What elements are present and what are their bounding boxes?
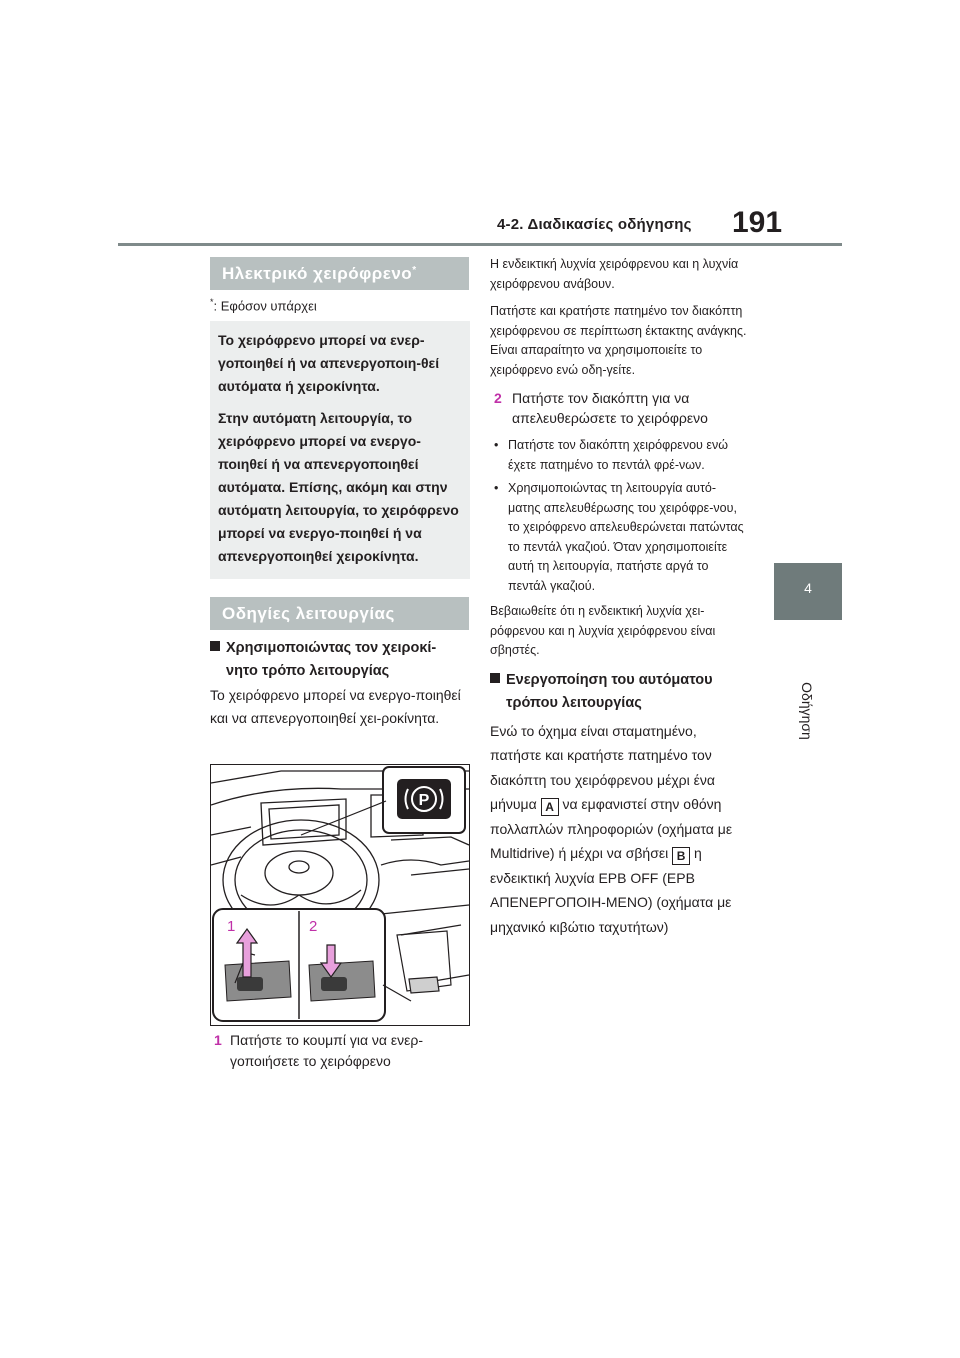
- subheading-text: νητο τρόπο λειτουργίας: [226, 663, 390, 679]
- step-label-1: 1: [227, 918, 236, 935]
- paragraph: Πατήστε και κρατήστε πατημένο τον διακόπτη χειρόφρενου σε περίπτωση έκτακτης ανάγκης. Είναι απαραίτητο να χρησιμοποιείτε το χειρόφρενο ενώ οδη-γείτε.: [490, 304, 747, 377]
- intro-paragraph: Στην αυτόματη λειτουργία, το χειρόφρενο μπορεί να ενεργο-ποιηθεί ή να απενεργοποιηθεί αυτόματα. Επίσης, ακόμη και στην αυτόματη λειτουργία, το χειρόφρενο μπορεί να ενεργο-ποιηθεί ή να απενεργοποιηθεί χειροκίνητα.: [218, 410, 459, 564]
- square-bullet-icon: [210, 641, 220, 651]
- chapter-label: [782, 666, 832, 756]
- parking-brake-illustration: [210, 764, 470, 1026]
- manual-mode-paragraph: Το χειρόφρενο μπορεί να ενεργο-ποιηθεί και να απενεργοποιηθεί χει-ροκίνητα.: [210, 687, 461, 726]
- intro-paragraph: Το χειρόφρενο μπορεί να ενερ-γοποιηθεί ή να απενεργοποιη-θεί αυτόματα ή χειροκίνητα.: [218, 332, 440, 394]
- dashboard-drawing: [211, 765, 469, 1025]
- switch-operation-inset: [213, 909, 411, 1021]
- footnote-text: : Εφόσον υπάρχει: [213, 298, 317, 314]
- step-text: Πατήστε το κουμπί για να ενερ-γοποιήσετε το χειρόφρενο: [230, 1032, 424, 1069]
- p-symbol-label: P: [418, 792, 430, 809]
- subheading-manual-mode: [210, 637, 472, 683]
- subheading-auto-mode: [490, 669, 748, 715]
- subheading-text: Ενεργοποίηση του αυτόματου: [506, 671, 713, 688]
- paragraph: Η ενδεικτική λυχνία χειρόφρενου και η λυχνία χειρόφρενου ανάβουν.: [490, 257, 739, 291]
- label-box-a: A: [541, 798, 559, 816]
- chapter-label-text: Οδήγηση: [799, 682, 815, 740]
- step-2: [490, 388, 748, 428]
- subheading-text: τρόπου λειτουργίας: [506, 694, 642, 711]
- auto-text: η ενδεικτική λυχνία EPB OFF (EPB ΑΠΕΝΕΡΓΟΠΟΙΗ-ΜΕΝΟ) (οχήματα με μηχανικό κιβώτιο ταχυτήτων): [490, 845, 732, 935]
- header-divider: [118, 243, 842, 246]
- bullet-item: • Χρησιμοποιώντας τη λειτουργία αυτό-ματης απελευθέρωσης του χειρόφρε-νου, το χειρόφρενο απελευθερώνεται πατώντας το πεντάλ γκαζιού. Όταν χρησιμοποιείτε αυτή τη λειτουργία, πατήστε αργά το πεντάλ γκαζιού.: [490, 479, 748, 596]
- label-box-b: B: [672, 847, 690, 865]
- step-number: 2: [494, 390, 502, 406]
- page-number: 191: [732, 206, 783, 239]
- footnote-mark: *: [412, 265, 417, 276]
- paragraph: Βεβαιωθείτε ότι η ενδεικτική λυχνία χει-ρόφρενου και η λυχνία χειρόφρενου είναι σβηστές.: [490, 604, 716, 657]
- parking-brake-switch-callout: [301, 767, 465, 835]
- section-banner-operating-instructions: Οδηγίες λειτουργίας: [210, 597, 469, 630]
- square-bullet-icon: [490, 673, 500, 683]
- step-1: [210, 1030, 472, 1072]
- footnote: [210, 297, 317, 313]
- step-label-2: 2: [309, 918, 318, 935]
- step-text: Πατήστε τον διακόπτη για να απελευθερώσετε το χειρόφρενο: [512, 390, 708, 426]
- section-title: 4-2. Διαδικασίες οδήγησης: [497, 216, 692, 233]
- bullet-item: • Πατήστε τον διακόπτη χειρόφρενου ενώ έχετε πατημένο το πεντάλ φρέ-νων.: [490, 436, 748, 475]
- intro-box: [210, 321, 470, 579]
- auto-text: να εμφανιστεί στην οθόνη πολλαπλών πληροφοριών (οχήματα με Multidrive) ή μέχρι να σβήσει: [490, 796, 733, 861]
- auto-text: Ενώ το όχημα είναι σταματημένο, πατήστε και κρατήστε πατημένο τον διακόπτη του χειρόφρενου μέχρι ένα μήνυμα: [490, 722, 715, 812]
- right-column: [490, 255, 748, 939]
- auto-mode-paragraph: [490, 719, 748, 940]
- step-number: 1: [214, 1032, 222, 1048]
- chapter-number: 4: [804, 580, 812, 596]
- banner-text: Ηλεκτρικό χειρόφρενο: [222, 264, 413, 283]
- footnote-mark: *: [210, 297, 214, 307]
- subheading-text: Χρησιμοποιώντας τον χειροκί-: [226, 640, 437, 656]
- section-banner-electric-parking-brake: [210, 257, 469, 290]
